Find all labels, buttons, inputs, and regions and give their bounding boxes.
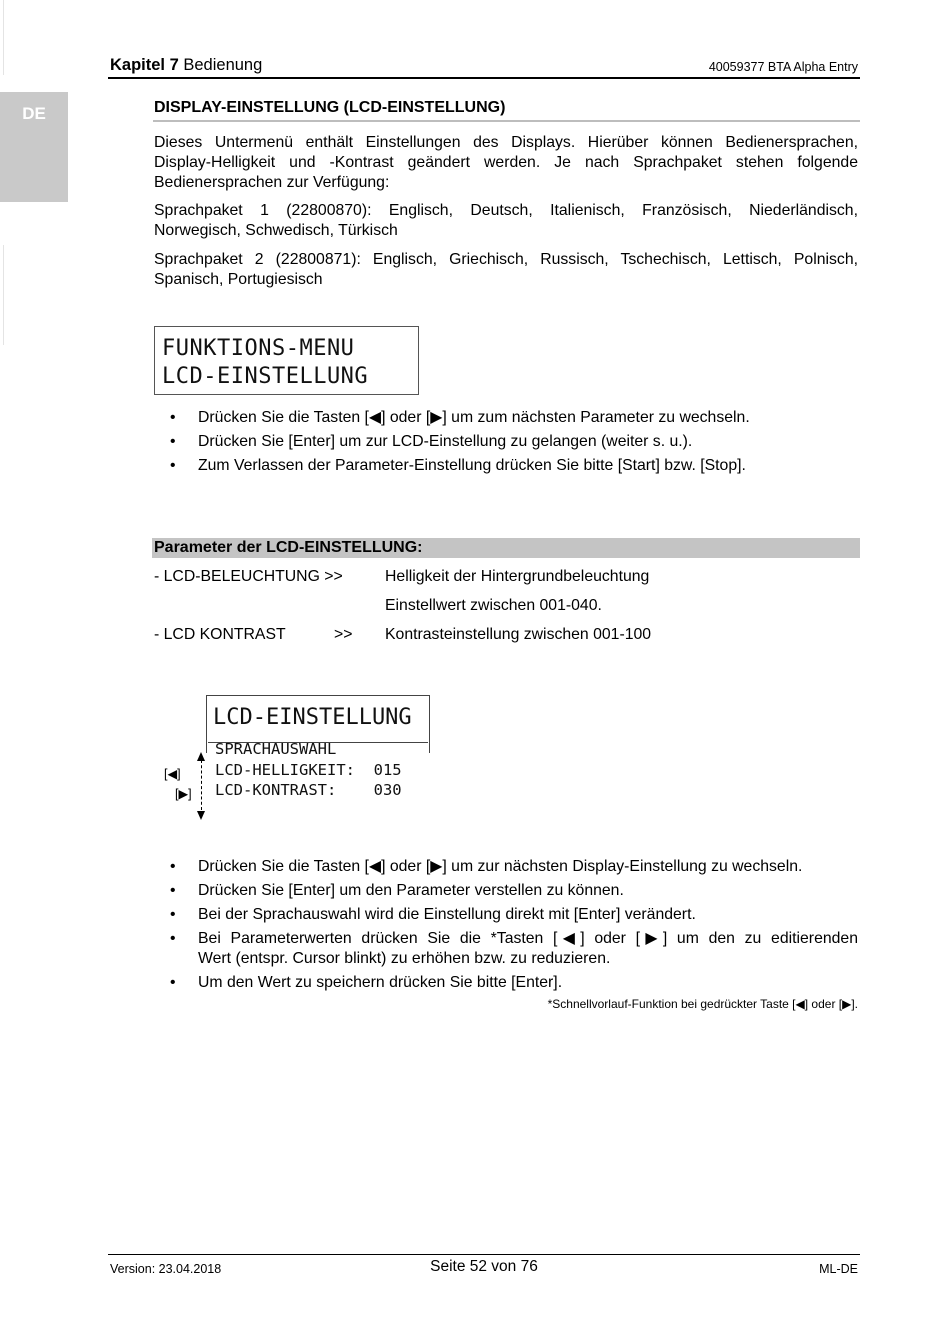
lcd-title: LCD-EINSTELLUNG [213,705,412,730]
lcd-frame [206,695,207,753]
bullet-text: Bei der Sprachauswahl wird die Einstellung direkt mit [Enter] verändert. [198,906,696,923]
language-tab-label: DE [22,104,46,123]
bullet-text: Drücken Sie [Enter] um zur LCD-Einstellung zu gelangen (weiter s. u.). [198,433,693,450]
margin-line [3,0,4,75]
bullet-icon: • [170,906,176,923]
scroll-line [201,760,202,810]
bullet-text: Drücken Sie die Tasten [◀] oder [▶] um zum nächsten Parameter zu wechseln. [198,409,750,426]
right-key-label: [▶] [175,787,192,801]
language-code: ML-DE [819,1262,858,1276]
page-number: Seite 52 von 76 [430,1258,538,1275]
left-key-label: [◀] [164,767,181,781]
arrow-down-icon [197,811,205,820]
text-line: Display-Helligkeit und -Kontrast geändert werden. Je nach Sprachpaket stehen folgende [154,154,858,171]
bullet-text: Drücken Sie [Enter] um den Parameter verstellen zu können. [198,882,624,899]
param-description: Kontrasteinstellung zwischen 001-100 [385,626,652,643]
text-line: Dieses Untermenü enthält Einstellungen des Displays. Hierüber können Bedienersprachen, [154,134,858,151]
margin-line [3,245,4,345]
bullet-icon: • [170,974,176,991]
parameter-heading: Parameter der LCD-EINSTELLUNG: [154,539,423,556]
param-name: - LCD KONTRAST [154,626,286,643]
chapter-number: Kapitel 7 [110,56,179,74]
bullet-icon: • [170,433,176,450]
param-name: - LCD-BELEUCHTUNG >> [154,568,343,585]
footnote: *Schnellvorlauf-Funktion bei gedrückter Taste [◀] oder [▶]. [547,997,858,1011]
text-line: Spanisch, Portugiesisch [154,271,323,288]
bullet-icon: • [170,409,176,426]
section-title: DISPLAY-EINSTELLUNG (LCD-EINSTELLUNG) [154,99,506,116]
text-line: Sprachpaket 1 (22800870): Englisch, Deutsch, Italienisch, Französisch, Niederländisch, [154,202,858,219]
param-description: Helligkeit der Hintergrundbeleuchtung [385,568,650,585]
param-description: Einstellwert zwischen 001-040. [385,597,602,614]
lcd-menu-item: LCD-HELLIGKEIT: 015 [215,761,402,779]
document-id: 40059377 BTA Alpha Entry [708,60,858,74]
param-arrow: >> [334,626,353,643]
header-rule [108,77,860,79]
lcd-menu-item: SPRACHAUSWAHL [215,740,337,758]
lcd-line: LCD-EINSTELLUNG [162,364,369,389]
language-pack-2 [154,250,858,290]
bullet-icon: • [170,930,176,947]
bullet-text: Drücken Sie die Tasten [◀] oder [▶] um zur nächsten Display-Einstellung zu wechseln. [198,858,803,875]
lcd-line: FUNKTIONS-MENU [162,336,355,361]
bullet-icon: • [170,457,176,474]
lcd-frame [429,695,430,753]
bullet-icon: • [170,882,176,899]
footer-rule [108,1254,860,1255]
bullet-text: Um den Wert zu speichern drücken Sie bitte [Enter]. [198,974,563,991]
text-line: Bedienersprachen zur Verfügung: [154,174,390,191]
intro-paragraph [154,133,858,193]
text-line: Bei Parameterwerten drücken Sie die *Tasten [◀] oder [▶] um den zu editierenden [198,930,858,947]
text-line: Wert (entspr. Cursor blinkt) zu erhöhen bzw. zu reduzieren. [198,950,611,967]
lcd-frame [206,695,430,696]
version-label: Version: 23.04.2018 [110,1262,222,1276]
text-line: Sprachpaket 2 (22800871): Englisch, Griechisch, Russisch, Tschechisch, Lettisch, Polnisch, [154,251,858,268]
lcd-menu-item: LCD-KONTRAST: 030 [215,781,402,799]
text-line: Norwegisch, Schwedisch, Türkisch [154,222,398,239]
bullet-text: Zum Verlassen der Parameter-Einstellung drücken Sie bitte [Start] bzw. [Stop]. [198,457,746,474]
language-pack-1 [154,201,858,241]
chapter-heading [110,56,262,75]
bullet-icon: • [170,858,176,875]
chapter-name: Bedienung [178,56,263,74]
section-rule [153,120,860,122]
bullet-text [198,929,858,969]
